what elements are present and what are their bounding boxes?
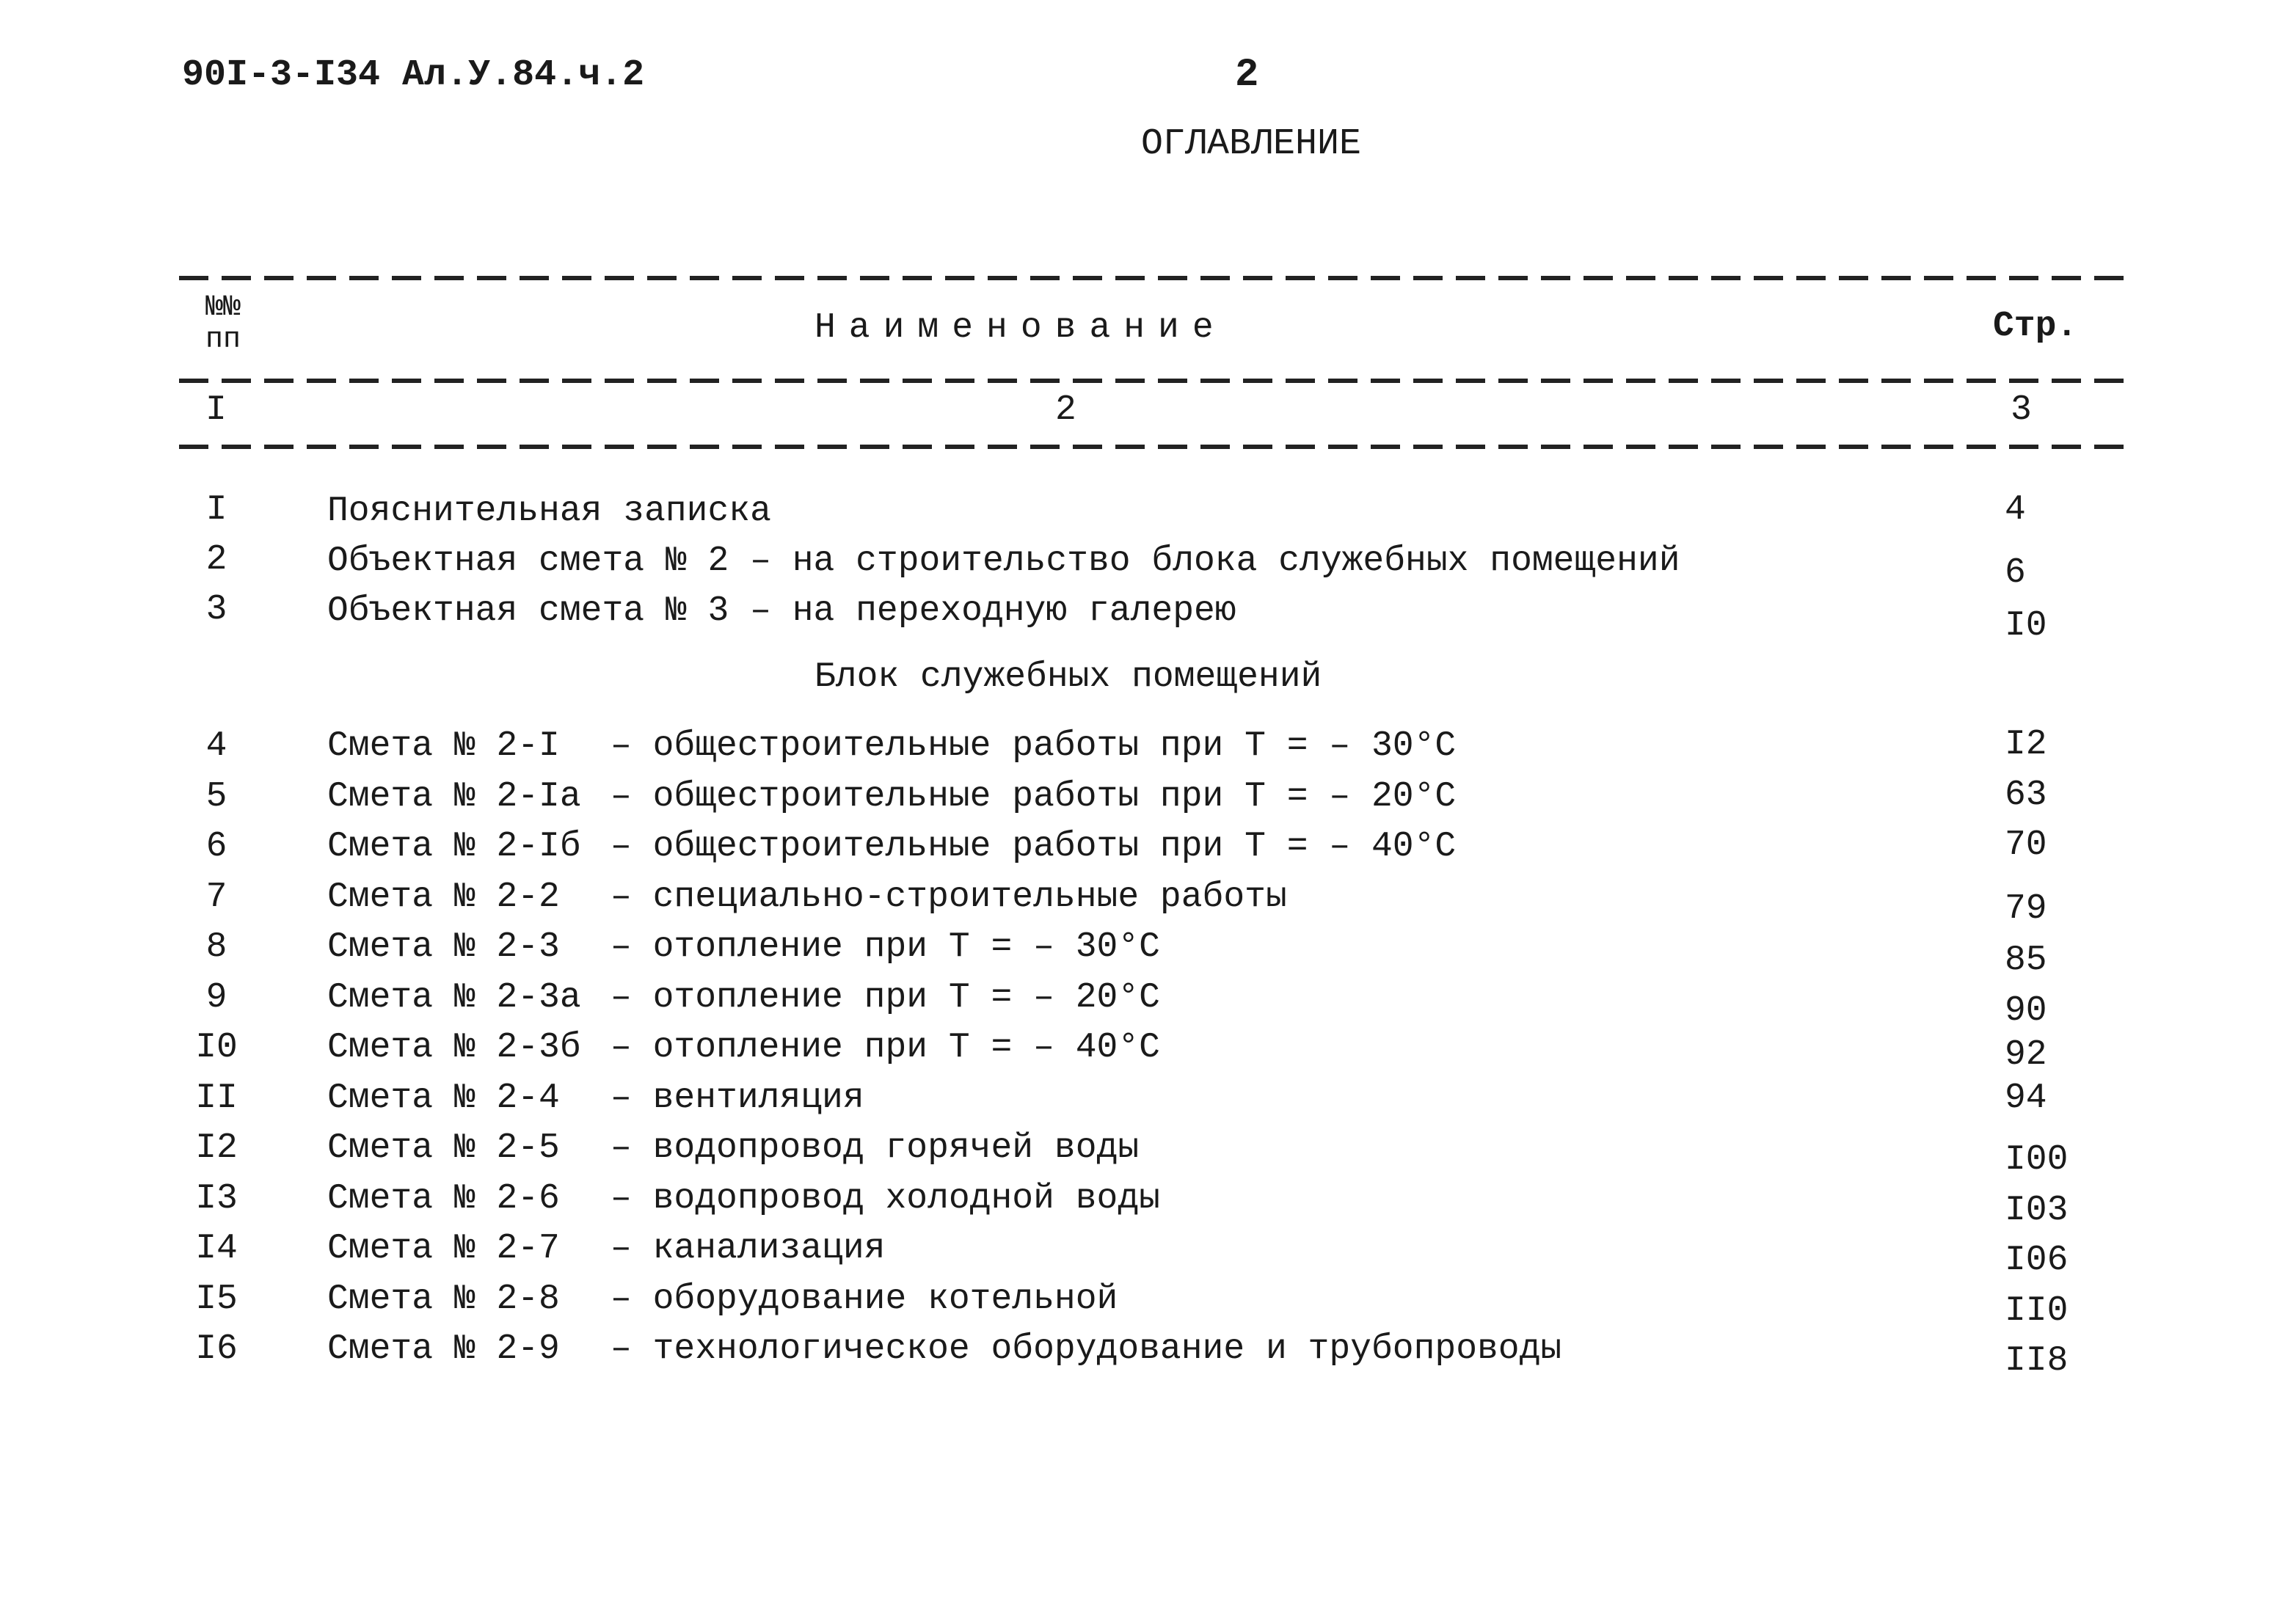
estimate-code: Смета № 2-4	[327, 1078, 560, 1118]
row-page: 85	[2005, 941, 2047, 980]
estimate-code: Смета № 2-I	[327, 726, 560, 766]
row-title: Объектная смета № 3 – на переходную галерею	[327, 591, 1236, 631]
estimate-code: Смета № 2-8	[327, 1279, 560, 1319]
row-page: 63	[2005, 775, 2047, 815]
estimate-description: – отопление при Т = – 40°С	[611, 1028, 1160, 1067]
body-divider-rule	[179, 445, 2124, 449]
row-number: I	[205, 490, 227, 530]
row-page: I03	[2005, 1191, 2069, 1230]
row-number: I4	[195, 1229, 238, 1268]
document-code: 90I-3-I34 Ал.У.84.ч.2	[182, 54, 645, 96]
header-divider-rule	[179, 379, 2124, 383]
estimate-code: Смета № 2-Iа	[327, 777, 581, 817]
row-title: Пояснительная записка	[327, 492, 771, 531]
row-page: 92	[2005, 1035, 2047, 1075]
estimate-code: Смета № 2-3	[327, 927, 560, 967]
row-number: I2	[195, 1128, 238, 1168]
column-header-name: Наименование	[814, 308, 1227, 348]
estimate-description: – вентиляция	[611, 1078, 864, 1118]
estimate-description: – канализация	[611, 1229, 886, 1268]
row-number: 3	[205, 590, 227, 629]
estimate-code: Смета № 2-3б	[327, 1028, 581, 1067]
row-number: II	[195, 1078, 238, 1118]
estimate-code: Смета № 2-5	[327, 1128, 560, 1168]
estimate-description: – специально-строительные работы	[611, 877, 1287, 917]
estimate-code: Смета № 2-2	[327, 877, 560, 917]
row-page: I2	[2005, 725, 2047, 764]
column-index-2: 2	[1055, 390, 1076, 430]
row-number: I5	[195, 1279, 238, 1319]
column-header-number: №№ пп	[205, 291, 241, 357]
column-index-3: 3	[2011, 390, 2032, 430]
page-title: ОГЛАВЛЕНИЕ	[1141, 123, 1362, 165]
row-page: 94	[2005, 1078, 2047, 1118]
estimate-description: – оборудование котельной	[611, 1279, 1118, 1319]
row-number: 9	[205, 978, 227, 1018]
estimate-code: Смета № 2-3а	[327, 978, 581, 1018]
estimate-code: Смета № 2-7	[327, 1229, 560, 1268]
column-header-page: Стр.	[1993, 307, 2078, 346]
estimate-code: Смета № 2-6	[327, 1179, 560, 1219]
row-page: II0	[2005, 1291, 2069, 1331]
row-title: Объектная смета № 2 – на строительство блока служебных помещений	[327, 541, 1680, 581]
row-page: I0	[2005, 606, 2047, 646]
row-number: 5	[205, 777, 227, 817]
row-number: 6	[205, 827, 227, 866]
estimate-description: – отопление при Т = – 20°С	[611, 978, 1160, 1018]
section-heading: Блок служебных помещений	[814, 657, 1322, 697]
row-number: 7	[205, 877, 227, 917]
row-number: 8	[205, 927, 227, 967]
table-top-rule	[179, 276, 2124, 280]
estimate-code: Смета № 2-Iб	[327, 827, 581, 866]
estimate-code: Смета № 2-9	[327, 1329, 560, 1369]
column-index-1: I	[205, 390, 227, 430]
row-number: I3	[195, 1179, 238, 1219]
row-number: 2	[205, 540, 227, 580]
row-number: I6	[195, 1329, 238, 1369]
row-number: 4	[205, 726, 227, 766]
row-page: 79	[2005, 889, 2047, 929]
row-page: 70	[2005, 825, 2047, 865]
estimate-description: – общестроительные работы при Т = – 20°С	[611, 777, 1457, 817]
row-page: I00	[2005, 1140, 2069, 1180]
estimate-description: – общестроительные работы при Т = – 30°С	[611, 726, 1457, 766]
row-page: 6	[2005, 553, 2026, 593]
row-page: II8	[2005, 1341, 2069, 1381]
estimate-description: – общестроительные работы при Т = – 40°С	[611, 827, 1457, 866]
row-page: 90	[2005, 991, 2047, 1031]
estimate-description: – водопровод горячей воды	[611, 1128, 1140, 1168]
row-page: 4	[2005, 490, 2026, 530]
row-number: I0	[195, 1028, 238, 1067]
page-number: 2	[1235, 53, 1259, 98]
estimate-description: – отопление при Т = – 30°С	[611, 927, 1160, 967]
row-page: I06	[2005, 1241, 2069, 1280]
estimate-description: – технологическое оборудование и трубопроводы	[611, 1329, 1562, 1369]
estimate-description: – водопровод холодной воды	[611, 1179, 1160, 1219]
